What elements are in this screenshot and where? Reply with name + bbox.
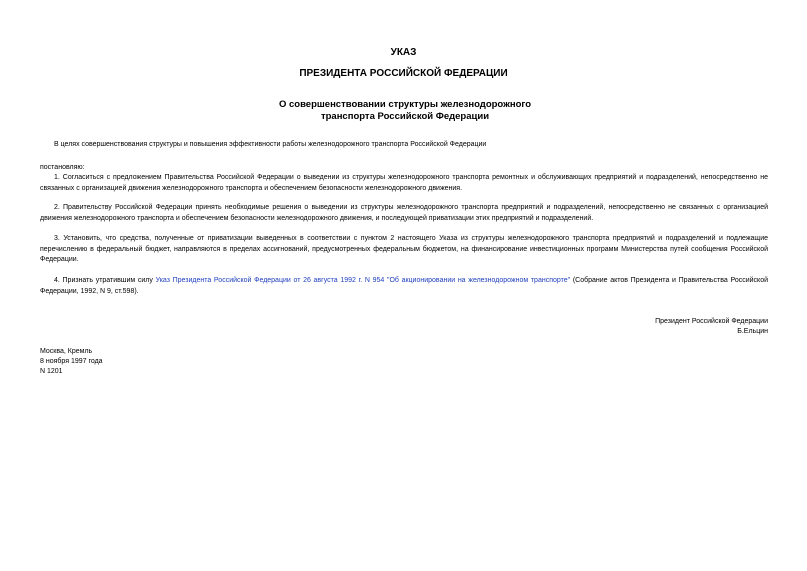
decree-item-3: 3. Установить, что средства, полученные от приватизации выведенных в соответствии с пунктом 2 настоящего Указа из структуры железнодорожного транспорта предприятий и подразделений и подлежащие перечислению в федеральный бюджет, направляются в пределах ассигнований, предусмотренных федеральным бюджетом, на финансирование инвестиционных программ Министерства путей сообщения Российской Федерации. xyxy=(40,235,768,263)
decree-item-1: 1. Согласиться с предложением Правительства Российской Федерации о выведении из структуры железнодорожного транспорта ремонтных и обслуживающих предприятий и подразделений, непосредственно не связанных с организацией движения железнодорожного транспорта и обеспечением безопасности железнодорожного движения. xyxy=(40,174,768,192)
decree-item-2: 2. Правительству Российской Федерации принять необходимые решения о выведении из структуры железнодорожного транспорта предприятий и подразделений, непосредственно не связанных с организацией движения железнодорожного транспорта и обеспечением безопасности железнодорожного движения, и последующей приватизации этих предприятий и подразделений. xyxy=(40,204,768,222)
item-4-suffix: (Собрание актов Президента и Правительства Российской Федерации, 1992, N 9, ст.598). xyxy=(40,277,768,295)
document-issuer: ПРЕЗИДЕНТА РОССИЙСКОЙ ФЕДЕРАЦИИ xyxy=(299,68,508,79)
subject-line-2: транспорта Российской Федерации xyxy=(320,111,490,122)
signatory-name: Б.Ельцин xyxy=(737,328,768,335)
subject-line-1: О совершенствовании структуры железнодорожного xyxy=(278,99,532,110)
signatory-title: Президент Российской Федерации xyxy=(655,318,768,325)
signing-place: Москва, Кремль xyxy=(40,348,93,355)
preamble-paragraph: В целях совершенствования структуры и повышения эффективности работы железнодорожного транспорта Российской Федерации xyxy=(54,141,487,148)
document-title: УКАЗ xyxy=(390,47,417,58)
repealed-decree-link[interactable]: Указ Президента Российской Федерации от 26 августа 1992 г. N 954 "Об акционировании на железнодорожном транспорте" xyxy=(155,277,571,284)
decree-item-4 xyxy=(40,276,768,297)
item-4-prefix: 4. Признать утратившим силу xyxy=(54,277,156,284)
decree-word: постановляю: xyxy=(40,164,85,171)
decree-number: N 1201 xyxy=(40,368,63,375)
document-subject xyxy=(250,99,560,123)
signing-date: 8 ноября 1997 года xyxy=(40,358,103,365)
